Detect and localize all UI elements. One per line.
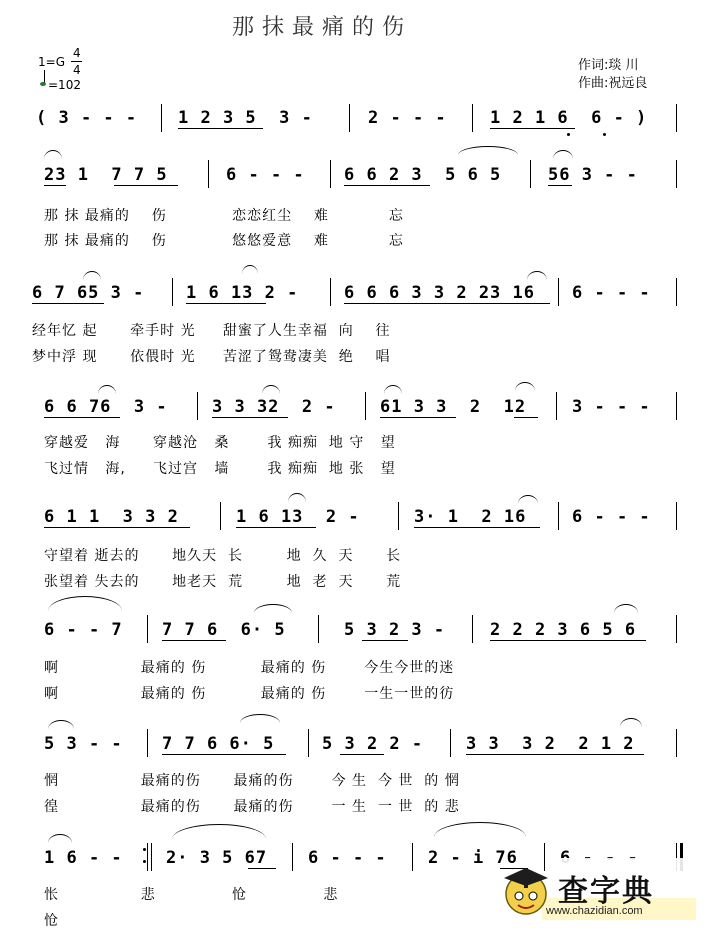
measure-2-1: 23 1 7 7 5 — [44, 165, 168, 185]
measure-7-3: 5 3 2 2 - — [322, 734, 424, 754]
measure-7-4: 3 3 3 2 2 1 2 — [466, 734, 635, 754]
measure-2-4: 56 3 - - — [548, 165, 638, 185]
lyrics-2-verse-1: 那 抹 最痛的 伤 恋恋红尘 难 忘 — [44, 208, 404, 224]
measure-1-4: 1 2 1 6 6 - ) — [490, 108, 648, 128]
measure-4-4: 3 - - - — [572, 397, 651, 417]
measure-8-4: 2 - i 76 — [428, 848, 518, 868]
measure-7-1: 5 3 - - — [44, 734, 123, 754]
lyrics-5-verse-1: 守望着 逝去的 地久天 长 地 久 天 长 — [44, 548, 402, 564]
lyrics-8-verse-2: 怆 — [44, 913, 59, 929]
measure-5-1: 6 1 1 3 3 2 — [44, 507, 179, 527]
measure-3-1: 6 7 65 3 - — [32, 283, 145, 303]
measure-3-4: 6 - - - — [572, 283, 651, 303]
lyrics-3-verse-1: 经年忆 起 牵手时 光 甜蜜了人生幸福 向 往 — [32, 323, 391, 339]
watermark-url: www.chazidian.com — [546, 905, 643, 917]
measure-5-2: 1 6 13 2 - — [236, 507, 360, 527]
measure-5-4: 6 - - - — [572, 507, 651, 527]
measure-8-3: 6 - - - — [308, 848, 387, 868]
measure-8-1: 1 6 - - — [44, 848, 123, 868]
page-title: 那抹最痛的伤 — [232, 15, 413, 40]
measure-6-3: 5 3 2 3 - — [344, 620, 446, 640]
measure-4-2: 3 3 32 2 - — [212, 397, 336, 417]
lyrics-7-verse-2: 徨 最痛的伤 最痛的伤 一 生 一 世 的 悲 — [44, 799, 460, 815]
watermark-text: 查字典 — [558, 874, 654, 909]
lyricist: 作词:琰 川 — [578, 58, 639, 73]
measure-5-3: 3· 1 2 16 — [414, 507, 527, 527]
lyrics-6-verse-2: 啊 最痛的 伤 最痛的 伤 一生一世的彷 — [44, 686, 455, 702]
measure-3-2: 1 6 13 2 - — [186, 283, 299, 303]
lyrics-4-verse-2: 飞过情 海, 飞过宫 墙 我 痴痴 地 张 望 — [44, 461, 396, 477]
measure-4-1: 6 6 76 3 - — [44, 397, 168, 417]
measure-6-1: 6 - - 7 — [44, 620, 123, 640]
lyrics-8-verse-1: 怅 悲 怆 悲 — [44, 887, 339, 903]
lyrics-4-verse-1: 穿越爱 海 穿越沧 桑 我 痴痴 地 守 望 — [44, 435, 396, 451]
lyrics-6-verse-1: 啊 最痛的 伤 最痛的 伤 今生今世的迷 — [44, 660, 455, 676]
measure-4-3: 61 3 3 2 12 — [380, 397, 527, 417]
lyrics-2-verse-2: 那 抹 最痛的 伤 悠悠爱意 难 忘 — [44, 233, 404, 249]
measure-6-2: 7 7 6 6· 5 — [162, 620, 286, 640]
measure-1-2: 1 2 3 5 3 - — [178, 108, 313, 128]
measure-3-3: 6 6 6 3 3 2 23 16 — [344, 283, 535, 303]
measure-8-2: 2· 3 5 67 — [166, 848, 268, 868]
time-signature-bottom: 4 — [73, 63, 81, 77]
tempo-marking: =102 — [48, 78, 81, 92]
key-signature: 1=G — [38, 55, 65, 69]
measure-6-4: 2 2 2 3 6 5 6 — [490, 620, 637, 640]
lyrics-3-verse-2: 梦中浮 现 依偎时 光 苦涩了鸳鸯凄美 绝 唱 — [32, 349, 391, 365]
measure-2-3: 6 6 2 3 5 6 5 — [344, 165, 502, 185]
lyrics-5-verse-2: 张望着 失去的 地老天 荒 地 老 天 荒 — [44, 574, 402, 590]
measure-1-1: ( 3 - - - — [36, 108, 138, 128]
composer: 作曲:祝远良 — [578, 76, 648, 91]
measure-2-2: 6 - - - — [226, 165, 305, 185]
time-signature-top: 4 — [73, 46, 81, 60]
measure-7-2: 7 7 6 6· 5 — [162, 734, 275, 754]
measure-1-3: 2 - - - — [368, 108, 447, 128]
lyrics-7-verse-1: 惘 最痛的伤 最痛的伤 今 生 今 世 的 惘 — [44, 773, 460, 789]
